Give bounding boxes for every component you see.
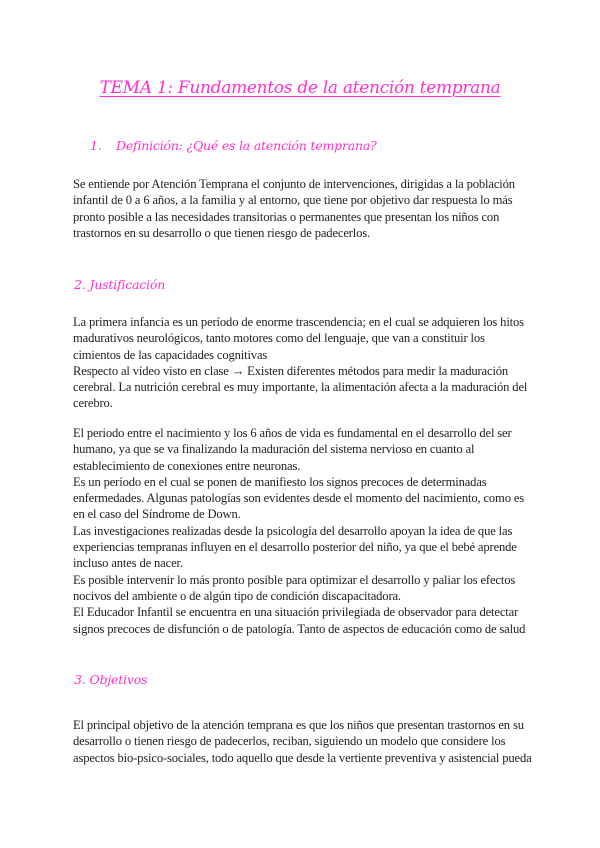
text-line: experiencias tempranas influyen en el desarrollo posterior del niño, ya que el bebé aprende	[73, 540, 517, 555]
section-title: Justificación	[89, 277, 166, 292]
document-title: TEMA 1: Fundamentos de la atención temprana	[99, 78, 501, 98]
section-title: Objetivos	[89, 672, 148, 687]
paragraph-justificacion-2	[73, 425, 533, 637]
text-line: establecimiento de conexiones entre neuronas.	[73, 458, 301, 473]
text-line: El principal objetivo de la atención temprana es que los niños que presentan trastornos en su	[73, 718, 524, 732]
section-title: Definición: ¿Qué es la atención temprana?	[116, 138, 377, 153]
section-heading-justificacion	[74, 277, 165, 292]
text-line: signos precoces de disfunción o de patología. Tanto de aspectos de educación como de salud	[73, 621, 526, 636]
text-line: La primera infancia es un período de enorme trascendencia; en el cual se adquieren los hitos	[73, 315, 524, 329]
text-line: desarrollo o tienen riesgo de padecerlos, reciban, siguiendo un modelo que considere los	[73, 734, 506, 749]
text-line: en el caso del Síndrome de Down.	[73, 507, 241, 522]
text-line: infantil de 0 a 6 años, a la familia y al entorno, que tiene por objetivo dar respuesta lo más	[73, 193, 513, 208]
text-line: madurativos neurológicos, tanto motores como del lenguaje, que van a constituir los	[73, 331, 485, 346]
section-heading-objetivos	[74, 672, 147, 687]
text-line: aspectos bio-psico-sociales, todo aquello que desde la vertiente preventiva y asistencial pueda	[73, 750, 532, 765]
text-line: humano, ya que se va finalizando la maduración del sistema nervioso en cuanto al	[73, 442, 475, 457]
text-line: enfermedades. Algunas patologías son evidentes desde el momento del nacimiento, como es	[73, 491, 525, 506]
section-number: 1.	[90, 138, 102, 153]
paragraph-justificacion-1	[73, 314, 533, 412]
text-line: cerebral. La nutrición cerebral es muy importante, la alimentación afecta a la maduración del	[73, 380, 528, 395]
text-line: trastornos en su desarrollo o que tienen riesgo de padecerlos.	[73, 225, 371, 240]
text-line: Respecto al vídeo visto en clase → Existen diferentes métodos para medir la maduración	[73, 363, 509, 378]
text-line: Es un período en el cual se ponen de manifiesto los signos precoces de determinadas	[73, 474, 487, 489]
paragraph-definicion	[73, 176, 533, 241]
section-heading-definicion	[90, 138, 377, 153]
section-number: 3.	[74, 672, 86, 687]
section-number: 2.	[74, 277, 86, 292]
text-line: Las investigaciones realizadas desde la psicología del desarrollo apoyan la idea de que las	[73, 523, 513, 538]
text-line: El periodo entre el nacimiento y los 6 años de vida es fundamental en el desarrollo del ser	[73, 426, 512, 440]
text-line: nocivos del ambiente o de algún tipo de condición discapacitadora.	[73, 588, 401, 603]
text-line: cerebro.	[73, 396, 113, 411]
text-line: cimientos de las capacidades cognitivas	[73, 347, 268, 362]
paragraph-objetivos	[73, 717, 533, 766]
text-line: pronto posible a las necesidades transitorias o permanentes que presentan los niños con	[73, 209, 500, 224]
text-line: incluso antes de nacer.	[73, 556, 183, 571]
text-line: Se entiende por Atención Temprana el conjunto de intervenciones, dirigidas a la población	[73, 177, 515, 191]
text-line: El Educador Infantil se encuentra en una situación privilegiada de observador para detectar	[73, 605, 519, 620]
text-line: Es posible intervenir lo más pronto posible para optimizar el desarrollo y paliar los efectos	[73, 572, 516, 587]
